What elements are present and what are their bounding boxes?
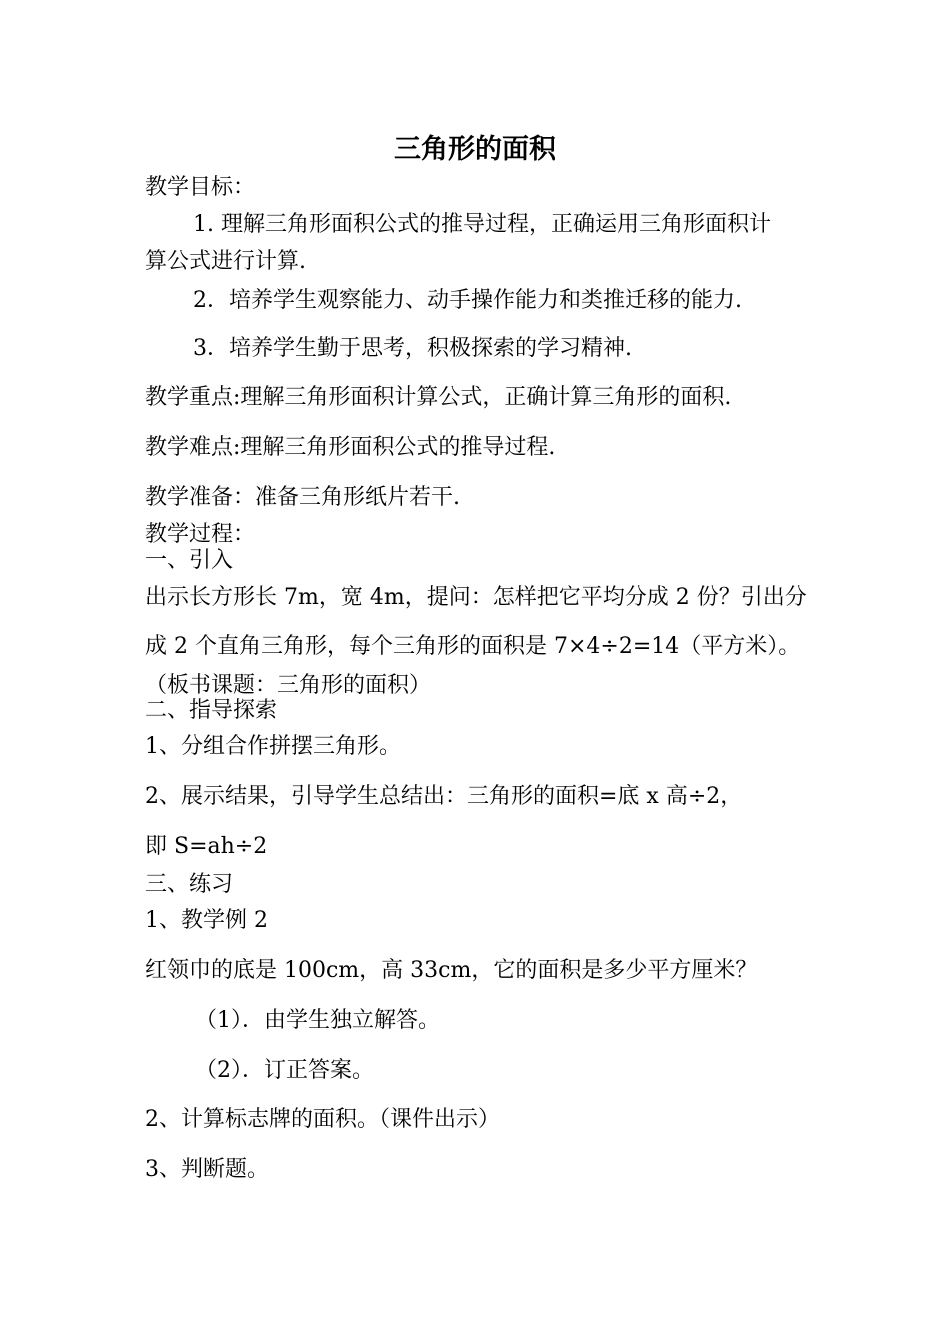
section-1-line-3: （板书课题：三角形的面积） [145,673,432,698]
section-3-item-3: 3、判断题。 [145,1157,269,1182]
objective-3: 3．培养学生勤于思考，积极探索的学习精神. [193,336,632,361]
section-2-heading: 二、指导探索 [145,698,278,723]
section-1-line-1: 出示长方形长 7m，宽 4m，提问：怎样把它平均分成 2 份？引出分 [145,585,807,610]
section-3-item-1: 1、教学例 2 [145,908,268,933]
section-1-heading: 一、引入 [145,548,234,573]
section-3-heading: 三、练习 [145,872,234,897]
key-point: 教学重点:理解三角形面积计算公式，正确计算三角形的面积. [145,385,732,410]
document-title: 三角形的面积 [394,134,556,165]
objective-1-line-1: 1. 理解三角形面积公式的推导过程，正确运用三角形面积计 [193,212,771,237]
objective-2: 2．培养学生观察能力、动手操作能力和类推迁移的能力. [193,288,742,313]
section-2-formula: 即 S=ah÷2 [145,834,268,859]
section-3-item-2: 2、计算标志牌的面积。（课件出示） [145,1107,500,1132]
objectives-heading: 教学目标： [145,175,256,200]
difficulty: 教学难点:理解三角形面积公式的推导过程. [145,435,556,460]
section-2-item-2: 2、展示结果，引导学生总结出：三角形的面积=底 x 高÷2， [145,784,743,809]
process-heading: 教学过程： [145,522,256,547]
preparation: 教学准备：准备三角形纸片若干. [145,485,460,510]
objective-1-line-2: 算公式进行计算. [145,249,306,274]
section-2-item-1: 1、分组合作拼摆三角形。 [145,734,401,759]
section-1-line-2: 成 2 个直角三角形，每个三角形的面积是 7×4÷2=14（平方米）。 [145,634,801,659]
section-3-step-2: （2）．订正答案。 [195,1058,374,1083]
section-3-step-1: （1）．由学生独立解答。 [195,1008,440,1033]
section-3-item-1-problem: 红领巾的底是 100cm，高 33cm，它的面积是多少平方厘米？ [145,958,758,983]
